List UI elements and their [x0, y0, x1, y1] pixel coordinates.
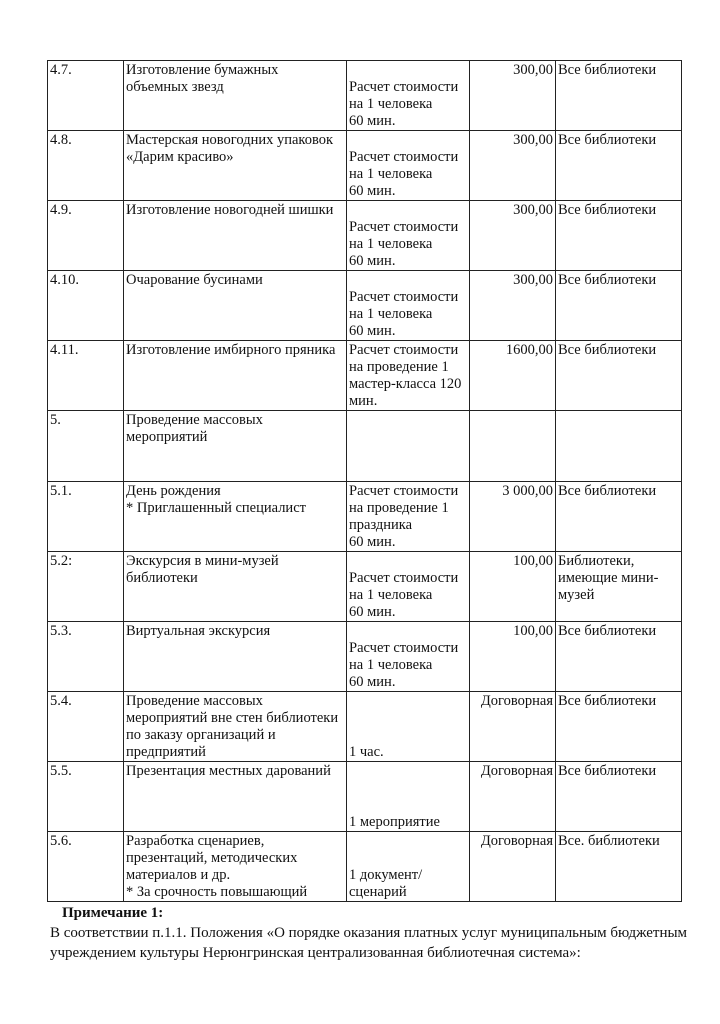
cell-calculation	[347, 552, 470, 622]
cell-libraries	[556, 341, 682, 411]
table-row	[48, 692, 682, 762]
calculation-line: Расчет стоимости	[349, 342, 459, 358]
cell-price: 100,00	[470, 622, 556, 692]
cell-libraries	[556, 411, 682, 482]
calculation-line: сценарий	[349, 884, 407, 900]
service-name-line: Проведение массовых	[126, 693, 263, 709]
cell-price: Договорная	[470, 832, 556, 902]
calculation-line: 60 мин.	[349, 674, 396, 690]
note-block	[50, 903, 690, 963]
cell-calculation	[347, 131, 470, 201]
note-text: В соответствии п.1.1. Положения «О порядке оказания платных услуг муниципальным бюджетным учреждением культуры Нерюнгринская централизованная библиотечная система»:	[50, 925, 688, 961]
cell-price: Договорная	[470, 692, 556, 762]
calculation-line: Расчет стоимости	[349, 79, 459, 95]
calculation-line: Расчет стоимости	[349, 570, 459, 586]
cell-calculation	[347, 341, 470, 411]
cell-calculation	[347, 61, 470, 131]
calculation-line: Расчет стоимости	[349, 483, 459, 499]
cell-service-name	[124, 131, 347, 201]
cell-calculation	[347, 622, 470, 692]
cell-service-name	[124, 341, 347, 411]
service-name-line: * За срочность повышающий	[126, 884, 308, 900]
calculation-line: Расчет стоимости	[349, 640, 459, 656]
service-name-line: Проведение массовых	[126, 412, 263, 428]
table-row	[48, 411, 682, 482]
service-name-line: Изготовление новогодней шишки	[126, 202, 334, 218]
cell-service-name	[124, 552, 347, 622]
cell-number: 4.7.	[48, 61, 124, 131]
cell-service-name	[124, 692, 347, 762]
service-name-line: презентаций, методических	[126, 850, 298, 866]
service-name-line: объемных звезд	[126, 79, 224, 95]
cell-calculation	[347, 692, 470, 762]
libraries-line: Все библиотеки	[558, 342, 657, 358]
libraries-line: Все библиотеки	[558, 483, 657, 499]
calculation-line: мастер-класса 120	[349, 376, 462, 392]
calculation-line: Расчет стоимости	[349, 149, 459, 165]
calculation-line: на 1 человека	[349, 166, 433, 182]
service-name-line: мероприятий вне стен библиотеки	[126, 710, 339, 726]
calculation-line: Расчет стоимости	[349, 289, 459, 305]
calculation-line: на проведение 1	[349, 359, 449, 375]
table-row	[48, 61, 682, 131]
libraries-line: музей	[558, 587, 595, 603]
table-row	[48, 131, 682, 201]
service-name-line: библиотеки	[126, 570, 198, 586]
libraries-line: имеющие мини-	[558, 570, 659, 586]
cell-price: 300,00	[470, 201, 556, 271]
cell-price: Договорная	[470, 762, 556, 832]
libraries-line: Библиотеки,	[558, 553, 635, 569]
cell-number: 5.2:	[48, 552, 124, 622]
cell-service-name	[124, 622, 347, 692]
cell-service-name	[124, 482, 347, 552]
cell-price: 300,00	[470, 131, 556, 201]
calculation-line: 1 час.	[349, 744, 384, 760]
libraries-line: Все библиотеки	[558, 272, 657, 288]
service-name-line: Очарование бусинами	[126, 272, 263, 288]
cell-number: 5.4.	[48, 692, 124, 762]
cell-number: 4.10.	[48, 271, 124, 341]
calculation-line: праздника	[349, 517, 413, 533]
cell-number: 5.1.	[48, 482, 124, 552]
cell-price: 1600,00	[470, 341, 556, 411]
cell-calculation	[347, 271, 470, 341]
calculation-line: 60 мин.	[349, 113, 396, 129]
cell-calculation	[347, 832, 470, 902]
cell-libraries	[556, 622, 682, 692]
cell-libraries	[556, 552, 682, 622]
cell-price: 300,00	[470, 271, 556, 341]
table-row	[48, 341, 682, 411]
table-row	[48, 762, 682, 832]
price-table-body	[48, 61, 682, 902]
table-row	[48, 622, 682, 692]
table-row	[48, 201, 682, 271]
table-row	[48, 271, 682, 341]
calculation-line: 60 мин.	[349, 604, 396, 620]
cell-price: 100,00	[470, 552, 556, 622]
service-name-line: предприятий	[126, 744, 206, 760]
calculation-line: мин.	[349, 393, 378, 409]
cell-libraries	[556, 762, 682, 832]
service-name-line: День рождения	[126, 483, 221, 499]
libraries-line: Все библиотеки	[558, 763, 657, 779]
cell-number: 4.8.	[48, 131, 124, 201]
table-row	[48, 552, 682, 622]
libraries-line: Все библиотеки	[558, 62, 657, 78]
cell-price: 300,00	[470, 61, 556, 131]
service-name-line: Экскурсия в мини-музей	[126, 553, 279, 569]
service-name-line: «Дарим красиво»	[126, 149, 234, 165]
calculation-line: Расчет стоимости	[349, 219, 459, 235]
cell-service-name	[124, 61, 347, 131]
service-name-line: * Приглашенный специалист	[126, 500, 306, 516]
libraries-line: Все. библиотеки	[558, 833, 660, 849]
cell-service-name	[124, 201, 347, 271]
calculation-line: на 1 человека	[349, 306, 433, 322]
cell-number: 5.3.	[48, 622, 124, 692]
cell-price: 3 000,00	[470, 482, 556, 552]
service-name-line: мероприятий	[126, 429, 208, 445]
calculation-line: 60 мин.	[349, 253, 396, 269]
calculation-line: на проведение 1	[349, 500, 449, 516]
cell-libraries	[556, 832, 682, 902]
libraries-line: Все библиотеки	[558, 132, 657, 148]
cell-number: 4.11.	[48, 341, 124, 411]
cell-calculation	[347, 762, 470, 832]
calculation-line: 60 мин.	[349, 323, 396, 339]
service-name-line: Презентация местных дарований	[126, 763, 331, 779]
cell-libraries	[556, 692, 682, 762]
note-title: Примечание 1:	[62, 905, 164, 921]
cell-libraries	[556, 271, 682, 341]
cell-number: 5.6.	[48, 832, 124, 902]
cell-calculation	[347, 411, 470, 482]
service-name-line: Разработка сценариев,	[126, 833, 265, 849]
libraries-line: Все библиотеки	[558, 693, 657, 709]
calculation-line: 60 мин.	[349, 534, 396, 550]
service-name-line: Изготовление бумажных	[126, 62, 279, 78]
cell-number: 5.	[48, 411, 124, 482]
cell-libraries	[556, 131, 682, 201]
cell-number: 4.9.	[48, 201, 124, 271]
libraries-line: Все библиотеки	[558, 623, 657, 639]
calculation-line: на 1 человека	[349, 587, 433, 603]
cell-service-name	[124, 762, 347, 832]
cell-libraries	[556, 61, 682, 131]
libraries-line: Все библиотеки	[558, 202, 657, 218]
table-row	[48, 482, 682, 552]
calculation-line: 60 мин.	[349, 183, 396, 199]
price-table	[47, 60, 682, 902]
cell-calculation	[347, 482, 470, 552]
cell-price	[470, 411, 556, 482]
service-name-line: Изготовление имбирного пряника	[126, 342, 336, 358]
calculation-line: на 1 человека	[349, 96, 433, 112]
cell-service-name	[124, 411, 347, 482]
service-name-line: Виртуальная экскурсия	[126, 623, 271, 639]
cell-libraries	[556, 482, 682, 552]
cell-service-name	[124, 832, 347, 902]
cell-number: 5.5.	[48, 762, 124, 832]
table-row	[48, 832, 682, 902]
cell-calculation	[347, 201, 470, 271]
calculation-line: на 1 человека	[349, 657, 433, 673]
cell-libraries	[556, 201, 682, 271]
calculation-line: на 1 человека	[349, 236, 433, 252]
calculation-line: 1 документ/	[349, 867, 423, 883]
service-name-line: материалов и др.	[126, 867, 231, 883]
service-name-line: по заказу организаций и	[126, 727, 276, 743]
calculation-line: 1 мероприятие	[349, 814, 440, 830]
cell-service-name	[124, 271, 347, 341]
service-name-line: Мастерская новогодних упаковок	[126, 132, 334, 148]
